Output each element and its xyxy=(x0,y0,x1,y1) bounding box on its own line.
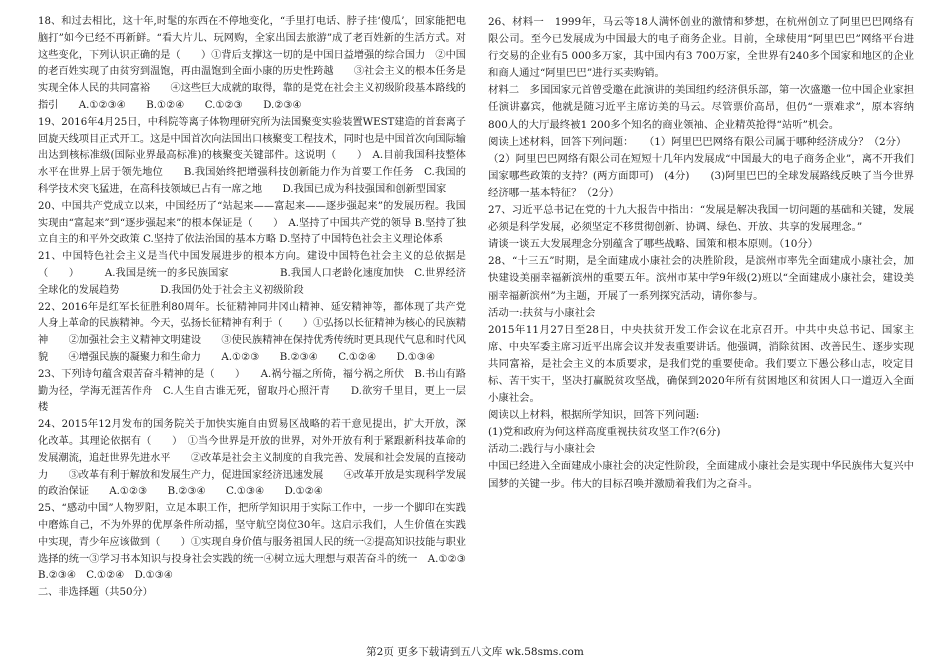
left-column xyxy=(38,14,477,602)
question-27: 27、习近平总书记在党的十九大报告中指出：“发展是解决我国一切问题的基础和关键，发展必须是科学发展，必须坚定不移贯彻创新、协调、绿色、开放、共享的发展理念。” xyxy=(488,204,914,234)
question-27-prompt: 请谈一谈五大发展理念分别蕴含了哪些战略、国策和根本原则。（10分） xyxy=(488,238,819,251)
activity-1-heading: 活动一:扶贫与小康社会 xyxy=(488,306,596,319)
activity-2-heading: 活动二:践行与小康社会 xyxy=(488,443,596,456)
section-heading: 二、非选择题（共50分） xyxy=(38,587,153,599)
page-footer: 第2页 更多下载请到五八文库 wk.58sms.com xyxy=(366,646,584,658)
question-20: 20、中国共产党成立以来，中国经历了“站起来——富起来——逐步强起来”的发展历程。我国实现由“富起来”到“逐步强起来”的根本保证是（ ） A.坚持了中国共产党的领导 B.坚持了独立自主的和平外交政策 C.坚持了依法治国的基本方略 D.坚持了中国特色社会主义理论体系 xyxy=(38,200,466,246)
question-26-material-2: 材料二 多国国家元首曾受邀在此演讲的美国纽约经济俱乐部，第一次盛邀一位中国企业家担任演讲嘉宾，他就是随习近平主席访美的马云。尽管票价高昂，但仍“一票难求”，原本容纳800人的大厅最终被1 200多个知名的商业领袖、企业精英抢得“站听”机会。 xyxy=(488,84,915,131)
question-21: 21、中国特色社会主义是当代中国发展进步的根本方向。建设中国特色社会主义的总依据是（ ） A.我国是统一的多民族国家 B.我国人口老龄化速度加快 C.世界经济全球化的发展趋势 D.我国仍处于社会主义初级阶段 xyxy=(38,251,466,296)
question-28: 28、“十三五”时期，是全面建成小康社会的决胜阶段，是滨州市率先全面建成小康社会，加快建设美丽幸福新滨州的重要五年。滨州市某中学9年级(2)班以“全面建成小康社会，建设美丽幸福新滨州”为主题，开展了一系列探究活动，请你参与。 xyxy=(488,255,914,302)
activity-1-instruction: 阅读以上材料，根据所学知识，回答下列问题: xyxy=(488,409,700,422)
question-24: 24、2015年12月发布的国务院关于加快实施自由贸易区战略的若干意见提出，扩大开放，深化改革。其理论依据有（ ） ①当今世界是开放的世界，对外开放有利于紧跟新科技革命的发展潮流，追赶世界先进水平 ②改革是社会主义制度的自我完善、发展和社会发展的直接动力 ③改革有利于解放和发展生产力，促进国家经济迅速发展 ④改革开放是实现科学发展的政治保证 A.①②③ B.②③④ C.①③④ D.①②④ xyxy=(38,419,466,498)
activity-2-material: 中国已经进入全面建成小康社会的决定性阶段，全面建成小康社会是实现中华民族伟大复兴中国梦的关键一步。伟大的目标召唤并激励着我们为之奋斗。 xyxy=(488,460,915,490)
question-26-part-1: 阅读上述材料，回答下列问题： （1）阿里巴巴网络有限公司属于哪种经济成分？（2分） xyxy=(488,135,907,148)
activity-1-question: (1)党和政府为何这样高度重视扶贫攻坚工作?(6分) xyxy=(488,426,721,439)
question-18: 18、和过去相比，这十年,时髦的东西在不停地变化，“手里打电话、脖子挂‘傻瓜’，回家能把电脑打”如今已经不再新鲜。“看大片儿、玩网购，全家出国去旅游”成了老百姓新的生活方式。对这些变化，下列认识正确的是（ ）①背后支撑这一切的是中国日益增强的综合国力 ②中国的老百姓实现了由贫穷到温饱，再由温饱到全面小康的历史性跨越 ③社会主义的根本任务是实现全体人民的共同富裕 ④这些巨大成就的取得，靠的是党在社会主义初级阶段基本路线的指引 A.①②③④ B.①②④ C.①②③ D.②③④ xyxy=(38,16,466,111)
question-26-material-1: 26、材料一 1999年，马云等18人满怀创业的激情和梦想，在杭州创立了阿里巴巴网络有限公司。至今已发展成为中国最大的电子商务企业。目前，全球使用“阿里巴巴”网络平台进行交易的企业有5 000多万家，其中国内有3 700万家，全世界有240多个国家和地区的企业和商人通过“阿里巴巴”进行买卖购销。 xyxy=(488,16,914,80)
question-25: 25、“感动中国”人物罗阳，立足本职工作，把所学知识用于实际工作中，一步一个脚印在实践中磨炼自己，不为外界的优厚条件所动摇，坚守航空岗位30年。这启示我们，人生价值在实践中实现，青少年应该做到（ ）①实现自身价值与服务祖国人民的统一②提高知识技能与职业选择的统一③学习书本知识与投身社会实践的统一④树立远大理想与艰苦奋斗的统一 A.①②③ B.②③④ C.①②④ D.①③④ xyxy=(38,503,477,582)
question-19: 19、2016年4月25日，中科院等离子体物理研究所为法国聚变实验装置WEST建造的首套离子回旋天线项目正式开工。这是中国首次向法国出口核聚变工程技术，同时也是中国首次向国际输出达到核标准级(国际业界最高标准)的核聚变关键部件。这说明（ ） A.目前我国科技整体水平在世界上居于领先地位 B.我国始终把增强科技创新能力作为首要工作任务 C.我国的科学技术突飞猛进，在高科技领域已占有一席之地 D.我国已成为科技强国和创新型国家 xyxy=(38,116,466,195)
question-26-part-2-3: （2）阿里巴巴网络有限公司在短短十几年内发展成“中国最大的电子商务企业”，离不开我们国家哪些政策的支持？(两方面即可) (4分) (3)阿里巴巴的全球发展路线反映了当今世界经济哪一基本特征？（2分） xyxy=(488,152,914,199)
question-22: 22、2016年是红军长征胜利80周年。长征精神同井冈山精神、延安精神等，都体现了共产党人身上革命的民族精神。今天，弘扬长征精神有利于（ ）①弘扬以长征精神为核心的民族精神 ②加强社会主义精神文明建设 ③使民族精神在保持优秀传统时更具现代气息和时代风貌 ④增强民族的凝聚力和生命力 A.①②③ B.②③④ C.①②④ D.①③④ xyxy=(38,301,466,363)
question-23: 23、下列诗句蕴含艰苦奋斗精神的是（ ） A.祸兮福之所倚，福兮祸之所伏 B.书山有路勤为径，学海无涯苦作舟 C.人生自古谁无死，留取丹心照汗青 D.欲穷千里目，更上一层楼 xyxy=(38,368,466,414)
right-column xyxy=(488,14,914,493)
activity-1-material: 2015年11月27日至28日，中央扶贫开发工作会议在北京召开。中共中央总书记、国家主席、中央军委主席习近平出席会议并发表重要讲话。他强调，消除贫困、改善民生、逐步实现共同富裕，是社会主义的本质要求，是我们党的重要使命。我们要立下愚公移山志，咬定目标、苦干实干，坚决打赢脱贫攻坚战，确保到2020年所有贫困地区和贫困人口一道迈入全面小康社会。 xyxy=(488,323,915,405)
